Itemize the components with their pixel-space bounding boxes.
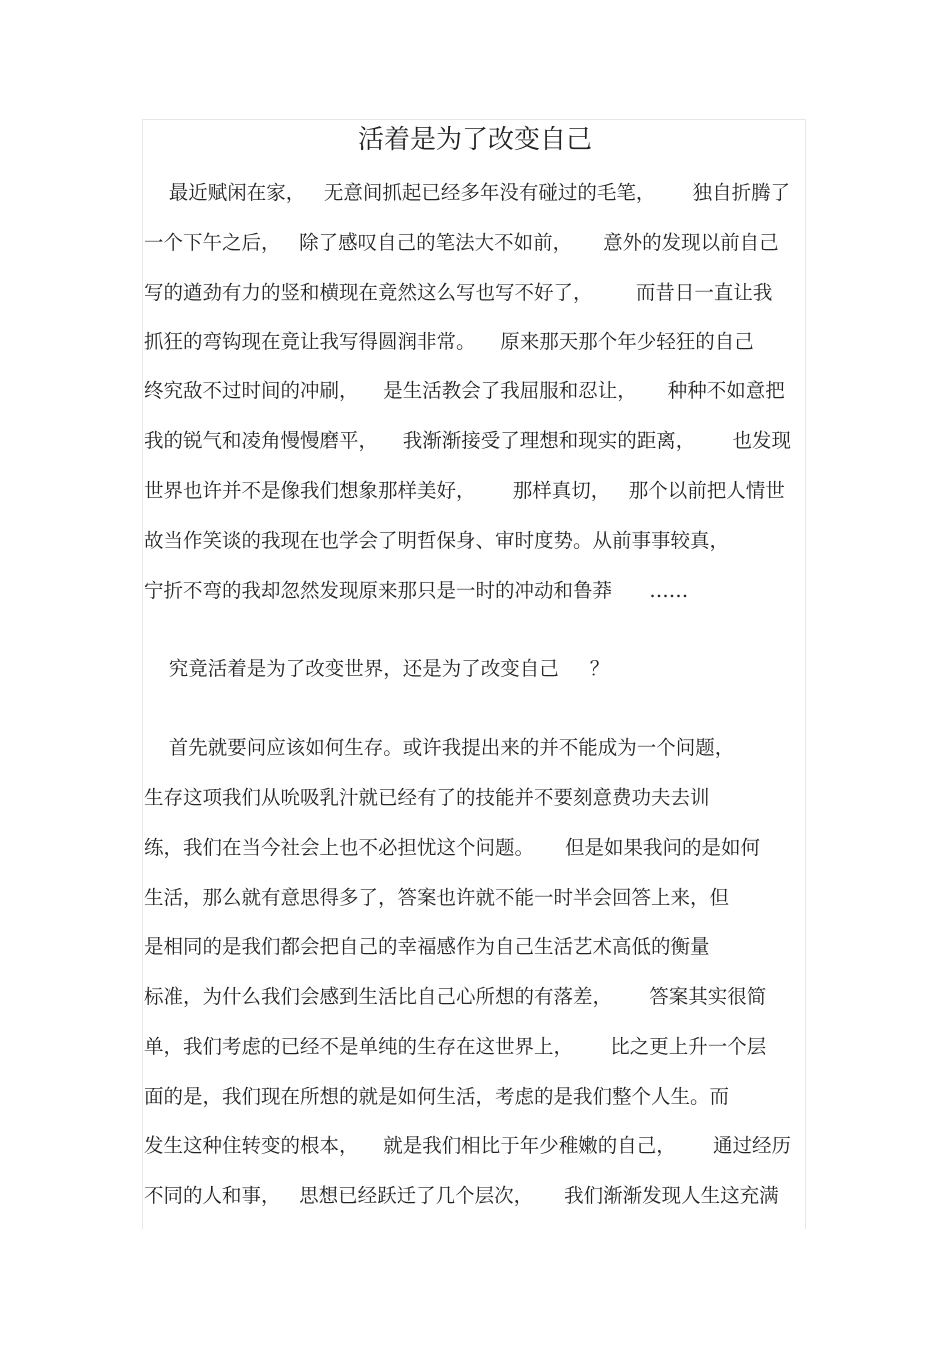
paragraph-line: 不同的人和事， 思想已经跃迁了几个层次， 我们渐渐发现人生这充满 xyxy=(144,1184,779,1207)
paragraph-line: 单，我们考虑的已经不是单纯的生存在这世界上， 比之更上升一个层 xyxy=(144,1035,767,1058)
paragraph-line: 世界也许并不是像我们想象那样美好， 那样真切， 那个以前把人情世 xyxy=(144,479,785,502)
paragraph-line: 首先就要问应该如何生存。或许我提出来的并不能成为一个问题， xyxy=(144,736,735,759)
paragraph-line: 究竟活着是为了改变世界，还是为了改变自己 ？ xyxy=(144,657,610,680)
paragraph-line: 生存这项我们从吮吸乳汁就已经有了的技能并不要刻意费功夫去训 xyxy=(144,786,710,809)
paragraph-line: 练，我们在当今社会上也不必担忧这个问题。 但是如果我问的是如何 xyxy=(144,836,760,859)
paragraph-line: 生活，那么就有意思得多了，答案也许就不能一时半会回答上来，但 xyxy=(144,886,730,909)
paragraph-line: 宁折不弯的我却忽然发现原来那只是一时的冲动和鲁莽 …… xyxy=(144,579,689,602)
paragraph-line: 故当作笑谈的我现在也学会了明哲保身、审时度势。从前事事较真， xyxy=(144,529,730,552)
paragraph-line: 面的是，我们现在所想的就是如何生活，考虑的是我们整个人生。而 xyxy=(144,1085,730,1108)
paragraph-line: 是相同的是我们都会把自己的幸福感作为自己生活艺术高低的衡量 xyxy=(144,935,710,958)
paragraph-line: 一个下午之后， 除了感叹自己的笔法大不如前， 意外的发现以前自己 xyxy=(144,231,779,254)
paragraph-line: 我的锐气和凌角慢慢磨平， 我渐渐接受了理想和现实的距离， 也发现 xyxy=(144,429,791,452)
paragraph-line: 终究敌不过时间的冲刷， 是生活教会了我屈服和忍让， 种种不如意把 xyxy=(144,379,785,402)
paragraph-line: 标准，为什么我们会感到生活比自己心所想的有落差， 答案其实很简 xyxy=(144,985,767,1008)
document-title: 活着是为了改变自己 xyxy=(357,125,592,155)
paragraph-line: 写的遒劲有力的竖和横现在竟然这么写也写不好了， 而昔日一直让我 xyxy=(144,281,773,304)
paragraph-line: 发生这种住转变的根本， 就是我们相比于年少稚嫩的自己， 通过经历 xyxy=(144,1134,791,1157)
paragraph-line: 最近赋闲在家， 无意间抓起已经多年没有碰过的毛笔， 独自折腾了 xyxy=(144,181,791,204)
paragraph-line: 抓狂的弯钩现在竟让我写得圆润非常。 原来那天那个年少轻狂的自己 xyxy=(144,330,754,353)
